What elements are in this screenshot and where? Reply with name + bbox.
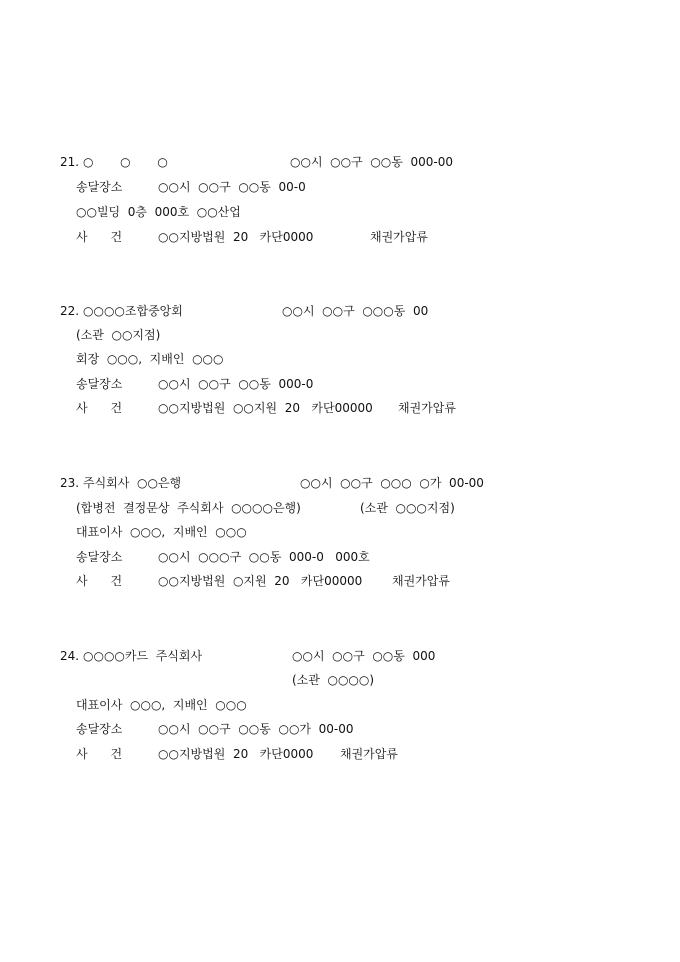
entry-name: ○○○○조합중앙회 (83, 304, 183, 318)
representative: 대표이사 ○○○, 지배인 ○○○ (76, 698, 247, 712)
entry-name: 주식회사 ○○은행 (83, 476, 182, 490)
service-address: ○○시 ○○구 ○○동 000-0 (158, 377, 314, 391)
jurisdiction: (소관 ○○지점) (76, 328, 161, 342)
case-type: 채권가압류 (398, 401, 456, 415)
representative: 회장 ○○○, 지배인 ○○○ (76, 352, 224, 366)
entry-name: ○○○○카드 주식회사 (83, 649, 203, 663)
entry-number: 21. (60, 155, 80, 169)
service-label: 송달장소 (76, 550, 123, 564)
representative: 대표이사 ○○○, 지배인 ○○○ (76, 525, 247, 539)
entry-number: 24. (60, 649, 80, 663)
service-label: 송달장소 (76, 377, 123, 391)
entry-address: ○○시 ○○구 ○○동 000 (292, 649, 436, 663)
case-label: 사 건 (76, 401, 123, 415)
building-line: ○○빌딩 0층 000호 ○○산업 (76, 205, 241, 219)
entry-number: 22. (60, 304, 80, 318)
entry-address: ○○시 ○○구 ○○동 000-00 (290, 155, 453, 169)
case-detail: ○○지방법원 20 카단0000 (158, 230, 314, 244)
case-type: 채권가압류 (340, 747, 398, 761)
case-detail: ○○지방법원 ○○지원 20 카단00000 (158, 401, 373, 415)
entry-address: ○○시 ○○구 ○○○동 00 (282, 304, 429, 318)
service-address: ○○시 ○○구 ○○동 ○○가 00-00 (158, 722, 354, 736)
service-address: ○○시 ○○○구 ○○동 000-0 000호 (158, 550, 370, 564)
case-detail: ○○지방법원 ○지원 20 카단00000 (158, 574, 363, 588)
case-label: 사 건 (76, 574, 123, 588)
case-type: 채권가압류 (370, 230, 428, 244)
service-label: 송달장소 (76, 180, 123, 194)
case-label: 사 건 (76, 230, 123, 244)
case-detail: ○○지방법원 20 카단0000 (158, 747, 314, 761)
jurisdiction: (소관 ○○○지점) (360, 501, 455, 515)
case-type: 채권가압류 (392, 574, 450, 588)
case-label: 사 건 (76, 747, 123, 761)
entry-name: ○ ○ ○ (83, 155, 168, 169)
entry-address: ○○시 ○○구 ○○○ ○가 00-00 (300, 476, 484, 490)
jurisdiction: (소관 ○○○○) (292, 673, 375, 687)
service-label: 송달장소 (76, 722, 123, 736)
former-name: (합병전 결정문상 주식회사 ○○○○은행) (76, 501, 301, 515)
service-address: ○○시 ○○구 ○○동 00-0 (158, 180, 306, 194)
entry-number: 23. (60, 476, 80, 490)
